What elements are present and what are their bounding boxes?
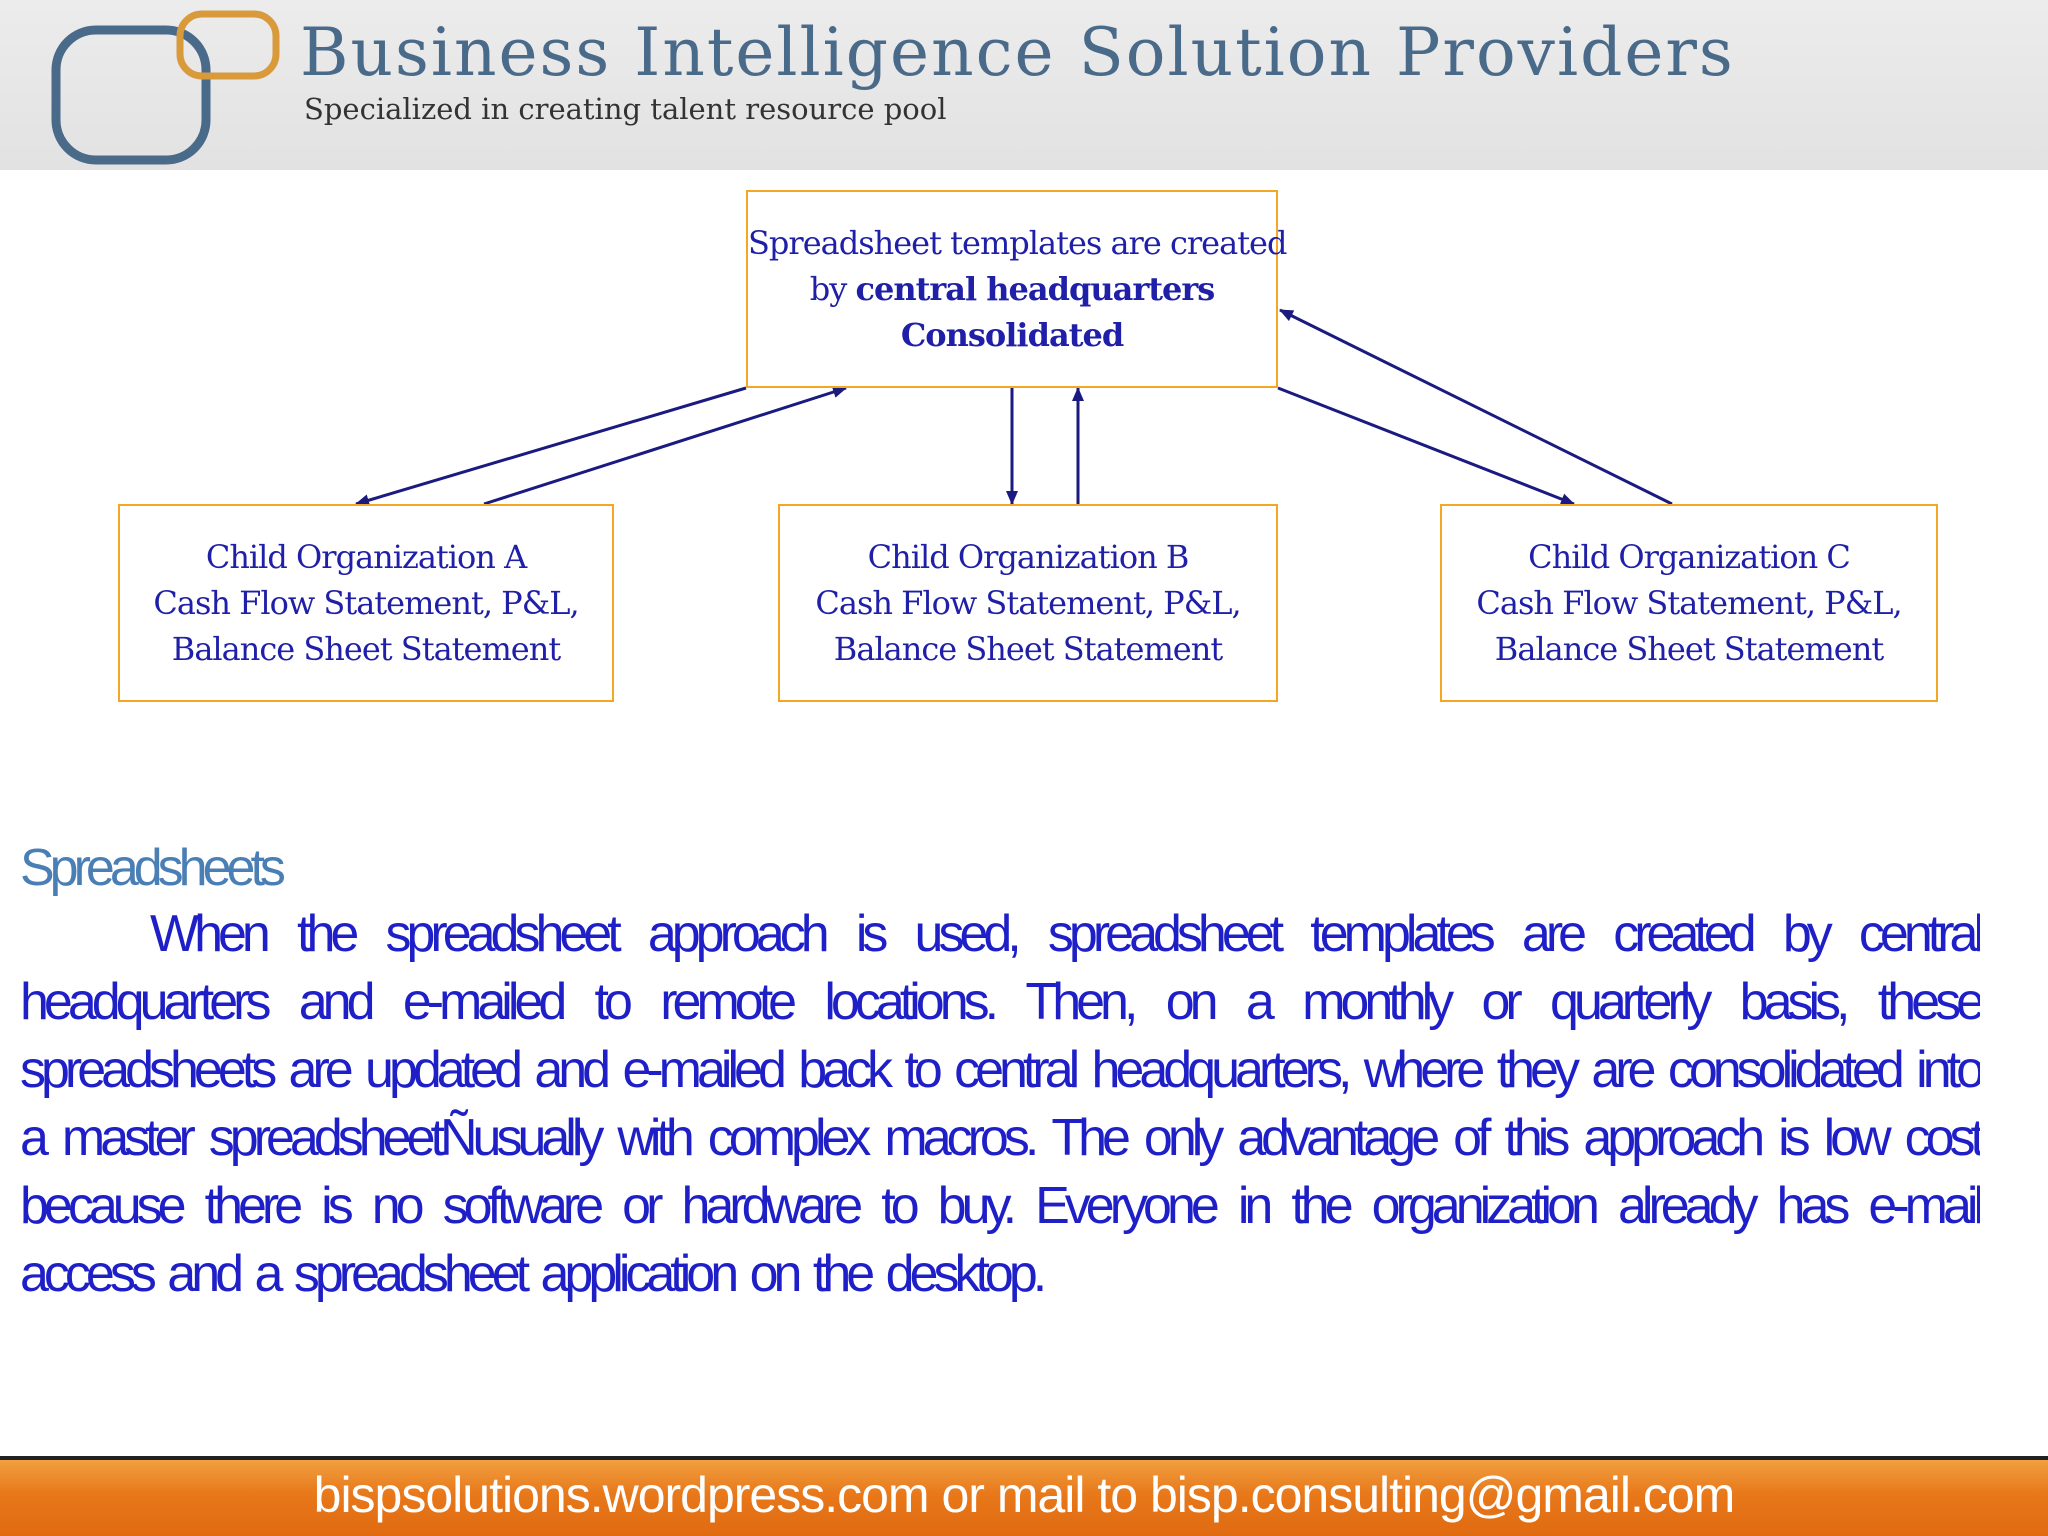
child-node-a [118, 504, 614, 702]
child-node-b-line2: Cash Flow Statement, P&L, [815, 584, 1241, 622]
hq-node [746, 190, 1287, 388]
arrow-hq-to-c [1278, 388, 1574, 504]
child-node-c-line3: Balance Sheet Statement [1494, 630, 1884, 668]
hq-node-line1: Spreadsheet templates are created [748, 224, 1287, 262]
footer-bar [0, 1456, 2048, 1536]
section-heading: Spreadsheets [20, 839, 281, 897]
child-node-c-line2: Cash Flow Statement, P&L, [1476, 584, 1902, 622]
child-node-b-line3: Balance Sheet Statement [833, 630, 1223, 668]
child-node-a-line1: Child Organization A [205, 538, 527, 576]
hq-node-line3: Consolidated [900, 316, 1124, 354]
section-body-text: When the spreadsheet approach is used, spreadsheet templates are created by central headquarters and e-mailed to remote locations. Then, on a monthly or quarterly basis, these spreadsheets are updated and e-mailed back to central headquarters, where they are consolidated into a master spreadsheetÑusually with complex macros. The only advantage of this approach is low cost because there is no software or hardware to buy. Everyone in the organization already has e-mail access and a spreadsheet application on the desktop. [20, 905, 1980, 1303]
child-node-a-line2: Cash Flow Statement, P&L, [153, 584, 579, 622]
footer-contact-text: bispsolutions.wordpress.com or mail to bisp.consulting@gmail.com [313, 1467, 1735, 1523]
child-node-c-line1: Child Organization C [1528, 538, 1850, 576]
arrow-hq-to-a [356, 388, 746, 504]
child-node-b-line1: Child Organization B [867, 538, 1189, 576]
hq-node-line2 [748, 266, 1276, 312]
brand-subtitle: Specialized in creating talent resource pool [304, 92, 947, 126]
hq-node-line2-prefix: by [809, 270, 856, 308]
arrow-c-to-hq [1280, 310, 1672, 504]
consolidation-diagram [0, 180, 2048, 720]
hq-node-line2-bold: central headquarters [855, 270, 1215, 308]
rounded-squares-logo-icon [48, 8, 288, 168]
child-node-a-line3: Balance Sheet Statement [171, 630, 561, 668]
header-banner [0, 0, 2048, 170]
child-node-c [1440, 504, 1938, 702]
brand-title: Business Intelligence Solution Providers [300, 14, 1735, 91]
child-node-b [778, 504, 1278, 702]
arrow-a-to-hq [484, 388, 846, 504]
